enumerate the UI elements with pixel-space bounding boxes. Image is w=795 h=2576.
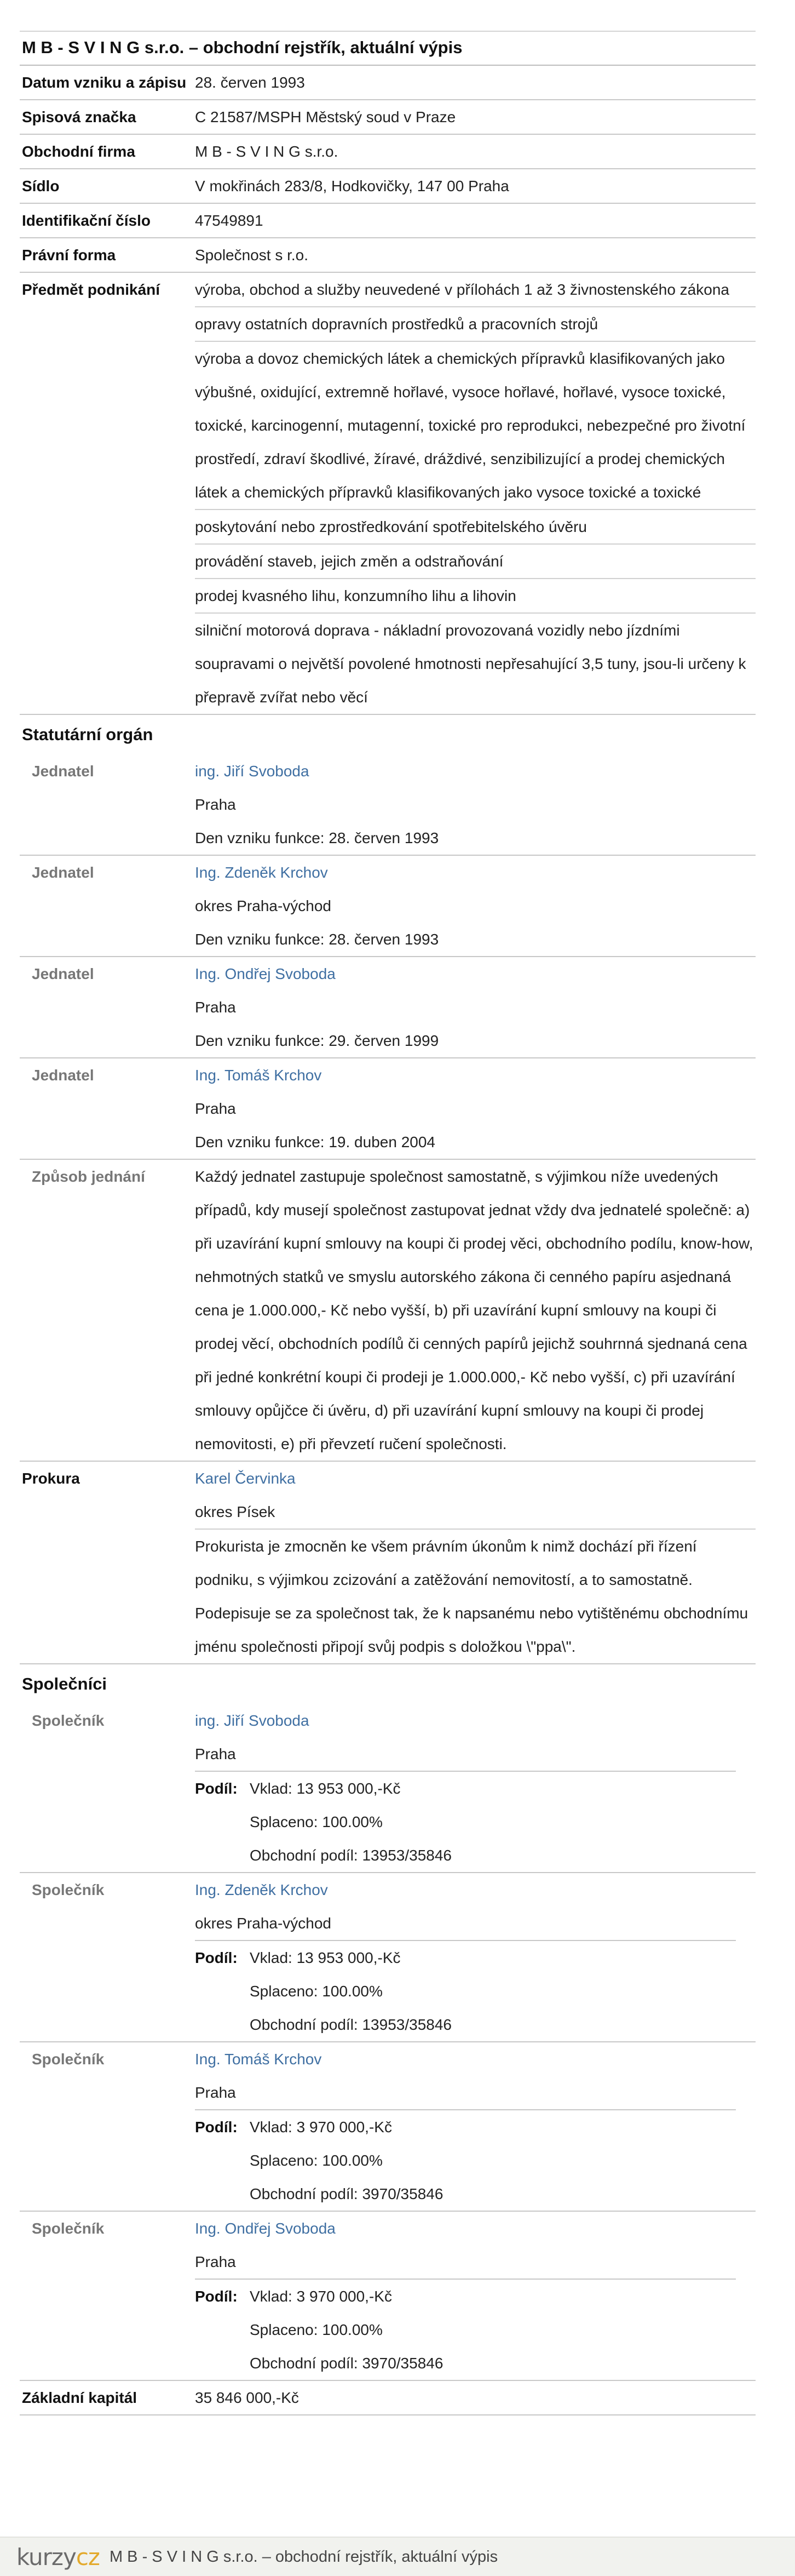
podil-block [195,2279,736,2380]
label-prokura: Prokura [22,1470,80,1487]
footer-bar [0,2537,795,2576]
prokurista-place: okres Písek [195,1503,275,1520]
value-ico: 47549891 [195,212,263,229]
value-spisova-znacka: C 21587/MSPH Městský soud v Praze [195,108,456,125]
label-zpusob-jednani: Způsob jednání [32,1168,145,1185]
podil-obchodni: Obchodní podíl: 3970/35846 [250,2185,443,2202]
logo-main-text: kurzy [16,2543,76,2571]
spolecnik-row [20,1873,756,2042]
row-datum-vzniku [20,66,756,100]
spolecnik-name-link[interactable]: ing. Jiří Svoboda [195,1712,309,1729]
spolecnik-place: Praha [195,2084,236,2101]
row-zakladni-kapital [20,2381,756,2415]
row-sidlo [20,169,756,204]
jednatel-row [20,754,756,856]
predmet-item: výroba, obchod a služby neuvedené v přílohách 1 až 3 živnostenského zákona [195,281,729,298]
predmet-item: výroba a dovoz chemických látek a chemických přípravků klasifikovaných jako výbušné, oxidující, extremně hořlavé, vysoce hořlavé, hořlavé, vysoce toxické, toxické, karcinogenní, mutagenní, toxické pro reprodukci, nebezpečné pro životní prostředí, zdraví škodlivé, žíravé, dráždivé, senzibilizující a prodej chemických látek a chemických přípravků klasifikovaných jako vysoce toxické a toxické [195,341,756,509]
spolecnik-label: Společník [32,2220,105,2237]
jednatel-label: Jednatel [32,763,94,780]
jednatel-row [20,1058,756,1160]
predmet-list [195,273,756,714]
jednatel-place: Praha [195,796,236,813]
value-zpusob-jednani: Každý jednatel zastupuje společnost samostatně, s výjimkou níže uvedených případů, kdy musejí společnost zastupovat jednat vždy dva jednatelé společně: a) při uzavírání kupní smlouvy na koupi či prodej věci, obchodního podílu, know-how, nehmotných statků ve smyslu autorského zákona či cenného papíru asjednaná cena je 1.000.000,- Kč nebo vyšší, b) při uzavírání kupní smlouvy na koupi či prodej věcí, obchodních podílů či cenných papírů jejichž souhrnná sjednaná cena při jedné konkrétní koupi či prodeji je 1.000.000,- Kč nebo vyšší, c) při uzavírání smlouvy opůjčce či úvěru, d) při uzavírání kupní smlouvy na koupi či prodej nemovitosti, e) při převzetí ručení společnosti. [195,1168,753,1452]
jednatel-since: Den vzniku funkce: 19. duben 2004 [195,1134,435,1150]
podil-label: Podíl: [195,2288,238,2305]
row-zpusob-jednani [20,1160,756,1462]
value-datum-vzniku: 28. červen 1993 [195,74,305,91]
jednatel-label: Jednatel [32,965,94,982]
row-predmet-podnikani [20,273,756,715]
spolecnik-row [20,2212,756,2381]
jednatel-place: Praha [195,999,236,1016]
podil-splaceno: Splaceno: 100.00% [250,1983,383,2000]
footer-title: M B - S V I N G s.r.o. – obchodní rejstřík, aktuální výpis [109,2548,498,2566]
section-statutarni-organ: Statutární orgán [22,725,153,744]
podil-obchodni: Obchodní podíl: 3970/35846 [250,2355,443,2372]
podil-splaceno: Splaceno: 100.00% [250,1813,383,1830]
row-ico [20,204,756,238]
row-pravni-forma [20,238,756,273]
podil-vklad: Vklad: 3 970 000,-Kč [250,2288,392,2305]
podil-vklad: Vklad: 13 953 000,-Kč [250,1780,401,1797]
label-obchodni-firma: Obchodní firma [22,143,135,160]
jednatel-since: Den vzniku funkce: 29. červen 1999 [195,1032,439,1049]
prokurista-name-link[interactable]: Karel Červinka [195,1470,296,1487]
registry-extract [20,31,756,2415]
jednatel-place: Praha [195,1100,236,1117]
predmet-item: poskytování nebo zprostředkování spotřebitelského úvěru [195,509,756,543]
podil-obchodni: Obchodní podíl: 13953/35846 [250,1847,452,1864]
label-datum-vzniku: Datum vzniku a zápisu [22,74,187,91]
predmet-item: opravy ostatních dopravních prostředků a pracovních strojů [195,306,756,341]
jednatel-name-link[interactable]: Ing. Zdeněk Krchov [195,864,328,881]
spolecnik-place: okres Praha-východ [195,1915,332,1932]
value-zakladni-kapital: 35 846 000,-Kč [195,2389,299,2406]
label-sidlo: Sídlo [22,178,60,194]
row-obchodni-firma [20,135,756,169]
podil-vklad: Vklad: 13 953 000,-Kč [250,1949,401,1966]
jednatel-row [20,856,756,957]
jednatel-name-link[interactable]: Ing. Tomáš Krchov [195,1067,322,1084]
jednatel-label: Jednatel [32,1067,94,1084]
logo-accent-text: cz [76,2543,100,2571]
jednatel-since: Den vzniku funkce: 28. červen 1993 [195,931,439,948]
jednatel-name-link[interactable]: ing. Jiří Svoboda [195,763,309,780]
spolecnik-place: Praha [195,2253,236,2270]
row-spisova-znacka [20,100,756,135]
jednatel-row [20,957,756,1058]
predmet-item: prodej kvasného lihu, konzumního lihu a lihovin [195,578,756,612]
spolecnik-name-link[interactable]: Ing. Ondřej Svoboda [195,2220,336,2237]
jednatel-place: okres Praha-východ [195,897,332,914]
spolecnik-row [20,1704,756,1873]
podil-block [195,1771,736,1872]
jednatel-since: Den vzniku funkce: 28. červen 1993 [195,829,439,846]
podil-obchodni: Obchodní podíl: 13953/35846 [250,2016,452,2033]
predmet-item: silniční motorová doprava - nákladní provozovaná vozidly nebo jízdními soupravami o největší povolené hmotnosti nepřesahující 3,5 tuny, jsou-li určeny k přepravě zvířat nebo věcí [195,612,756,714]
spolecnik-row [20,2042,756,2212]
label-zakladni-kapital: Základní kapitál [22,2389,137,2406]
podil-block [195,2109,736,2211]
podil-label: Podíl: [195,1949,238,1966]
jednatel-label: Jednatel [32,864,94,881]
spolecnik-name-link[interactable]: Ing. Tomáš Krchov [195,2051,322,2068]
podil-splaceno: Splaceno: 100.00% [250,2152,383,2169]
podil-block [195,1940,736,2041]
spolecnik-place: Praha [195,1745,236,1762]
value-obchodni-firma: M B - S V I N G s.r.o. [195,143,338,160]
label-predmet-podnikani: Předmět podnikání [22,281,160,298]
section-spolecnici: Společníci [22,1674,107,1693]
podil-label: Podíl: [195,2119,238,2136]
jednatel-name-link[interactable]: Ing. Ondřej Svoboda [195,965,336,982]
label-pravni-forma: Právní forma [22,247,116,264]
value-sidlo: V mokřinách 283/8, Hodkovičky, 147 00 Praha [195,178,509,194]
podil-vklad: Vklad: 3 970 000,-Kč [250,2119,392,2136]
row-prokura [20,1462,756,1664]
spolecnik-label: Společník [32,2051,105,2068]
podil-label: Podíl: [195,1780,238,1797]
page-title: M B - S V I N G s.r.o. – obchodní rejstřík, aktuální výpis [20,31,756,66]
label-ico: Identifikační číslo [22,212,151,229]
spolecnik-name-link[interactable]: Ing. Zdeněk Krchov [195,1881,328,1898]
value-pravni-forma: Společnost s r.o. [195,247,309,264]
prokura-text: Prokurista je zmocněn ke všem právním úkonům k nimž dochází při řízení podniku, s výjimkou zcizování a zatěžování nemovitostí, a to samostatně. Podepisuje se za společnost tak, že k napsanému nebo vytištěnému obchodnímu jménu společnosti připojí svůj podpis s doložkou \"ppa\". [195,1529,756,1663]
podil-splaceno: Splaceno: 100.00% [250,2321,383,2338]
label-spisova-znacka: Spisová značka [22,108,136,125]
spolecnik-label: Společník [32,1712,105,1729]
predmet-item: provádění staveb, jejich změn a odstraňování [195,543,756,578]
kurzy-cz-logo[interactable] [16,2544,100,2571]
spolecnik-label: Společník [32,1881,105,1898]
